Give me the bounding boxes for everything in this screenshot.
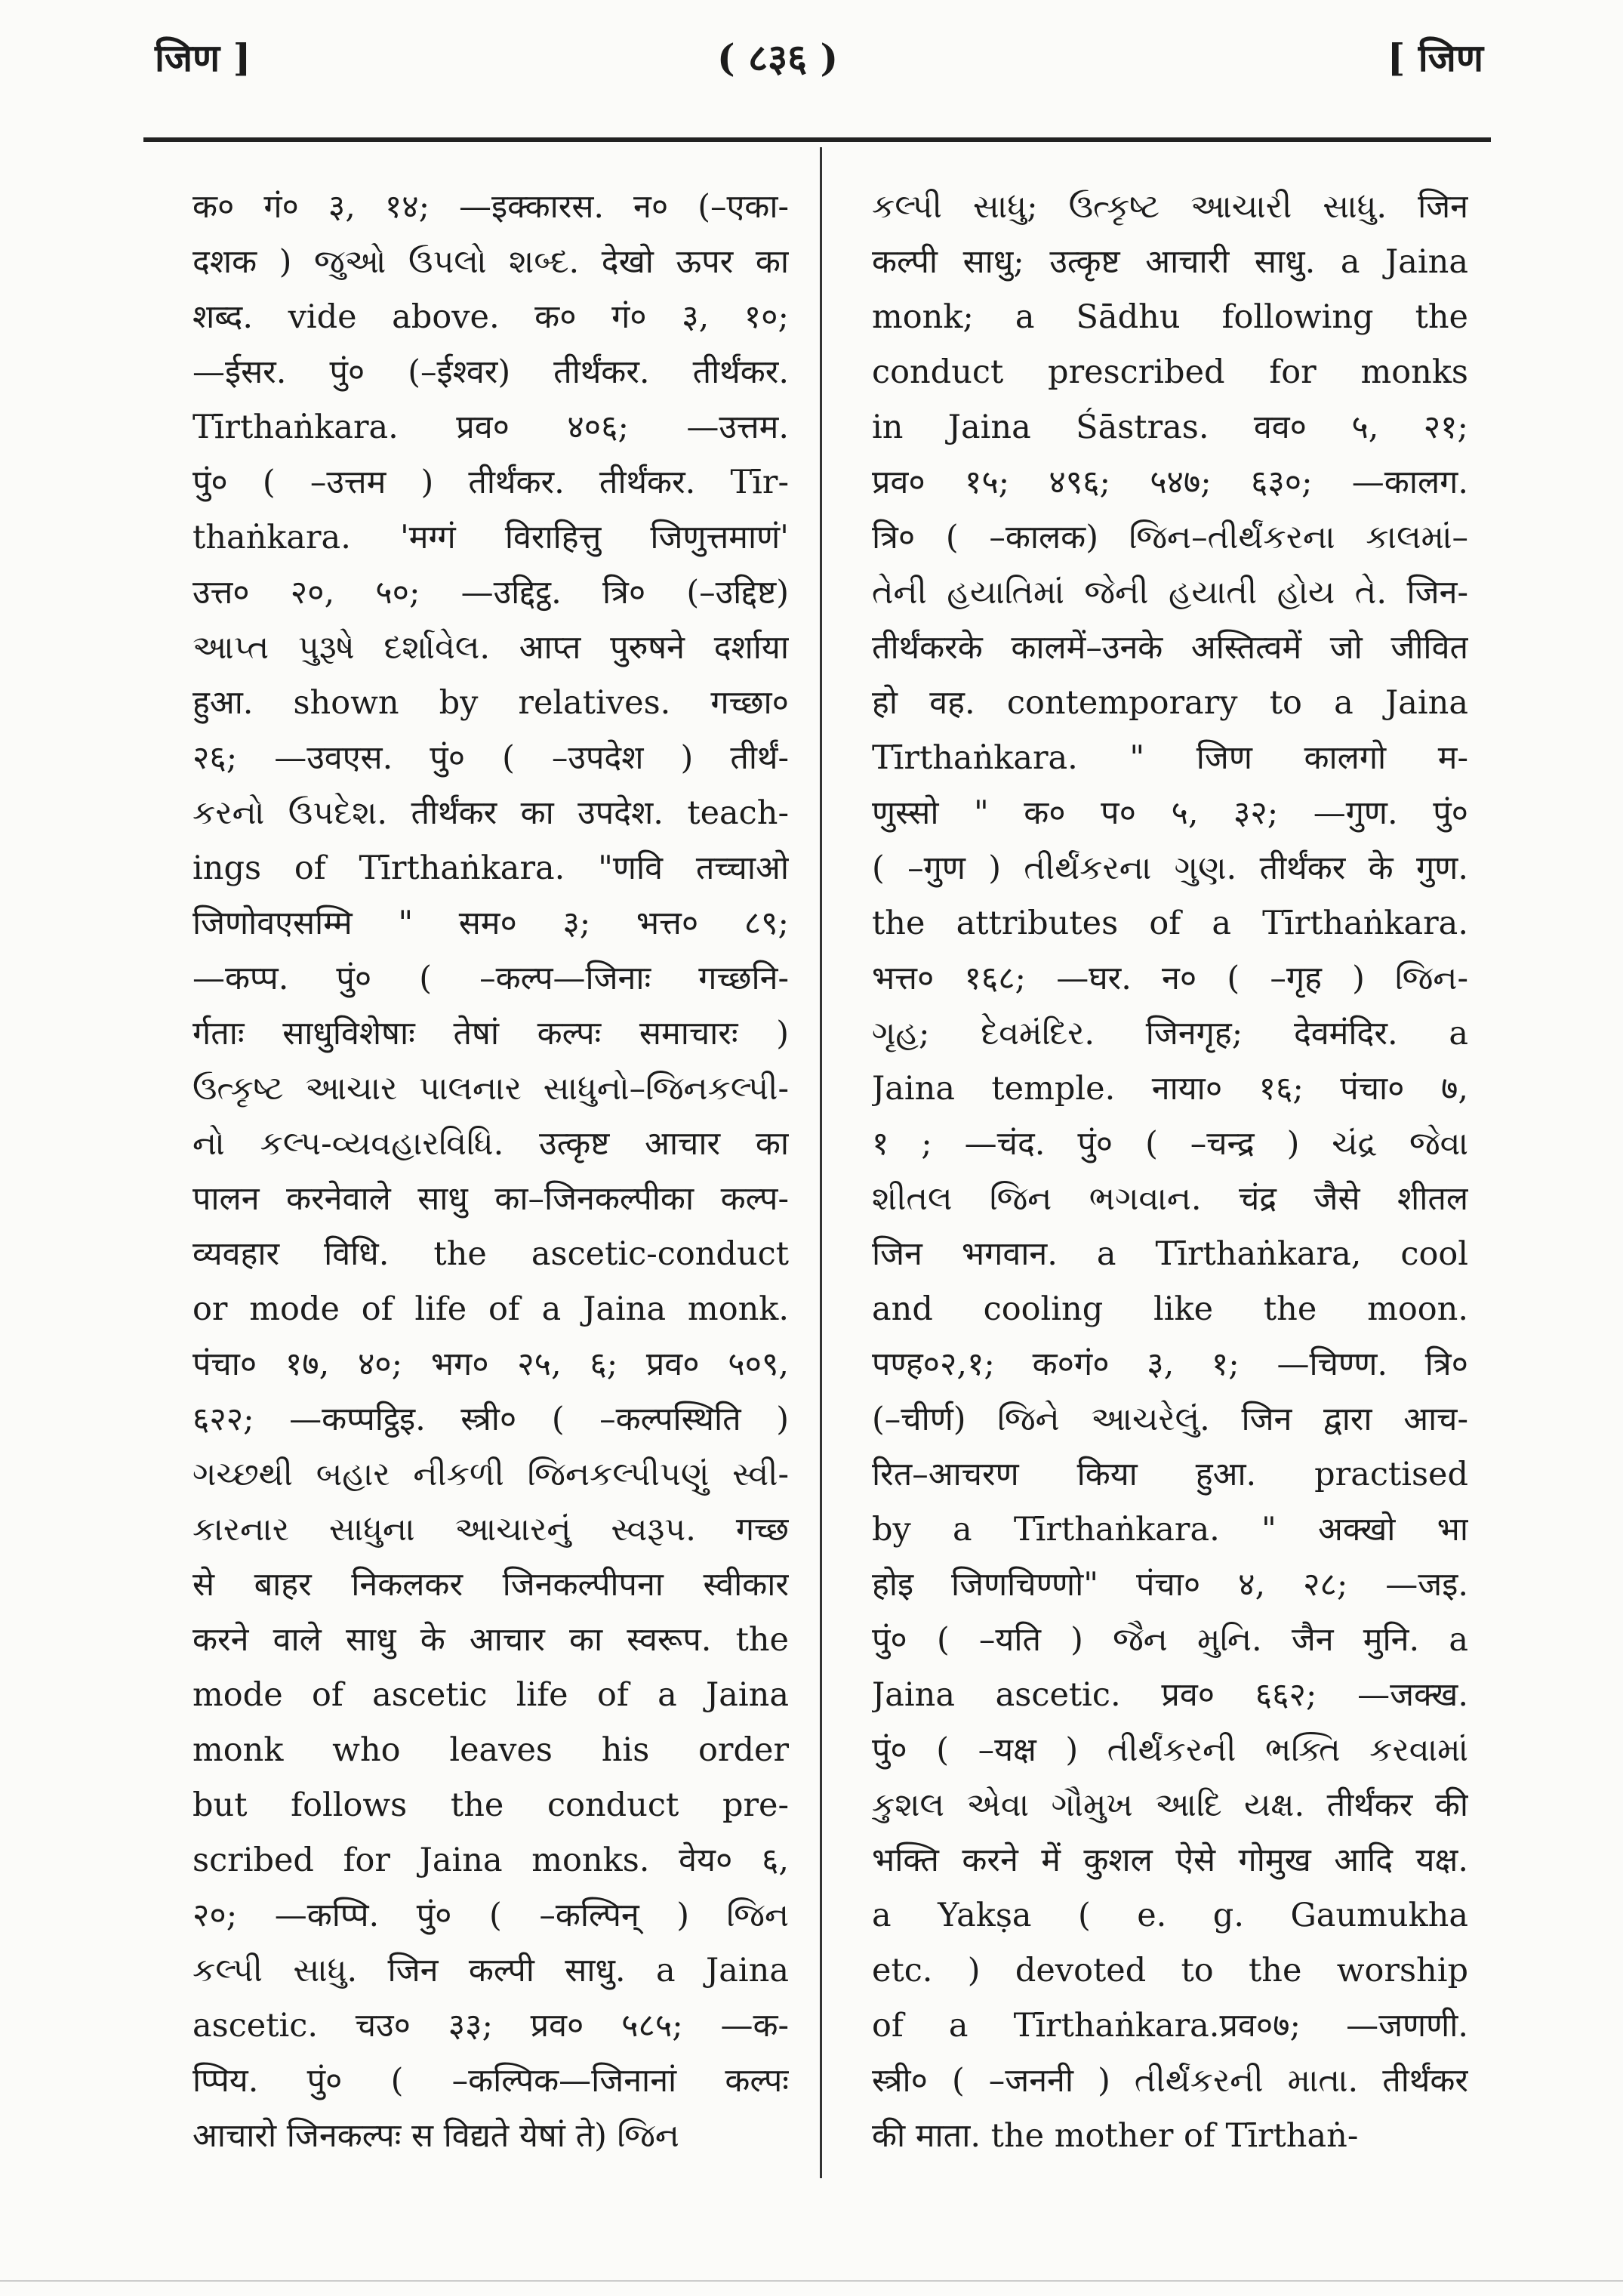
page-bottom-edge — [0, 2280, 1623, 2282]
text-line: दशक ) જુઓ ઉપલો શબ્દ. देखो ऊपर का — [192, 243, 789, 281]
text-line: Tīrthaṅkara. प्रव० ४०६; —उत्तम. — [192, 408, 789, 446]
text-line: ( –गुण ) તીર્થંકરના ગુણ. तीर्थंकर के गुण. — [872, 849, 1468, 887]
column-divider — [820, 147, 822, 2178]
text-line: ગૃહ; દેવમંદિર. जिनगृह; देवमंदिर. a — [872, 1015, 1468, 1052]
text-line: व्यवहार विधि. the ascetic-conduct — [192, 1235, 789, 1273]
text-line: the attributes of a Tīrthaṅkara. — [872, 905, 1468, 942]
text-line: २६; —उवएस. पुं० ( –उपदेश ) तीर्थं- — [192, 739, 789, 777]
text-line: प्पिय. पुं० ( –कल्पिक—जिनानां कल्पः — [192, 2062, 789, 2100]
text-line: पंचा० १७, ४०; भग० २५, ६; प्रव० ५०९, — [192, 1345, 789, 1383]
text-line: a Yakṣa ( e. g. Gaumukha — [872, 1897, 1468, 1934]
right-column — [872, 180, 1468, 2164]
text-line: जिन भगवान. a Tīrthaṅkara, cool — [872, 1235, 1468, 1273]
text-line: पुं० ( –उत्तम ) तीर्थंकर. तीर्थंकर. Tīr- — [192, 464, 789, 501]
text-line: of a Tīrthaṅkara.प्रव०७; —जणणी. — [872, 2007, 1468, 2045]
text-line: से बाहर निकलकर जिनकल्पीपना स्वीकार — [192, 1566, 789, 1604]
text-line: करने वाले साधु के आचार का स्वरूप. the — [192, 1621, 789, 1659]
text-line: हुआ. shown by relatives. गच्छा० — [192, 684, 789, 722]
text-line: ગચ્છથી બહાર નીકળી જિનકલ્પીપણું સ્વી- — [192, 1456, 789, 1493]
text-line: Jaina ascetic. प्रव० ६६२; —जक्ख. — [872, 1676, 1468, 1714]
text-line: by a Tīrthaṅkara. " अक्खो भा — [872, 1511, 1468, 1549]
text-line: ઉત્કૃષ્ટ આચાર પાલનાર સાધુનો–જિનકલ્પી- — [192, 1070, 789, 1108]
page-number: ( ८३६ ) — [717, 35, 839, 80]
text-line: આપ્ત પુરૂષે દર્શાવેલ. आप्त पुरुषने दर्शाया — [192, 629, 789, 667]
text-line: mode of ascetic life of a Jaina — [192, 1676, 789, 1714]
text-line: —कप्प. पुं० ( –कल्प—जिनाः गच्छनि- — [192, 960, 789, 997]
text-line: but follows the conduct pre- — [192, 1786, 789, 1824]
text-line: or mode of life of a Jaina monk. — [192, 1290, 789, 1328]
text-line: monk; a Sādhu following the — [872, 298, 1468, 336]
text-line: र्गताः साधुविशेषाः तेषां कल्पः समाचारः ) — [192, 1015, 789, 1052]
text-line: जिणोवएसम्मि " सम० ३; भत्त० ८९; — [192, 905, 789, 942]
text-line: Tīrthaṅkara. " जिण कालगो म- — [872, 739, 1468, 777]
header-rule — [143, 137, 1491, 142]
text-line: २०; —कप्पि. पुं० ( –कल्पिन् ) જિન — [192, 1897, 789, 1934]
text-line: conduct prescribed for monks — [872, 353, 1468, 391]
text-line: पुं० ( –यति ) જૈન મુનિ. जैन मुनि. a — [872, 1621, 1468, 1659]
text-line: पण्ह०२,१; क०गं० ३, १; —चिण्ण. त्रि० — [872, 1345, 1468, 1383]
text-line: કલ્પી સાધુ; ઉત્કૃષ્ટ આચારી સાધુ. जिन — [872, 188, 1468, 226]
text-line: तीर्थंकरके कालमें–उनके अस्तित्वमें जो जीवित — [872, 629, 1468, 667]
text-line: भक्ति करने में कुशल ऐसे गोमुख आदि यक्ष. — [872, 1841, 1468, 1879]
text-line: in Jaina Śāstras. वव० ५, २१; — [872, 408, 1468, 446]
text-line: क० गं० ३, १४; —इक्कारस. न० (–एका- — [192, 188, 789, 226]
text-line: કરનો ઉપદેશ. तीर्थंकर का उपदेश. teach- — [192, 794, 789, 832]
text-line: शब्द. vide above. क० गं० ३, १०; — [192, 298, 789, 336]
text-line: रित–आचरण किया हुआ. practised — [872, 1456, 1468, 1493]
text-line: scribed for Jaina monks. वेय० ६, — [192, 1841, 789, 1879]
text-line: ६२२; —कप्पट्ठिइ. स्त्री० ( –कल्पस्थिति ) — [192, 1401, 789, 1438]
text-line: १ ; —चंद. पुं० ( –चन्द्र ) ચંદ્ર જેવા — [872, 1125, 1468, 1163]
text-line: ings of Tīrthaṅkara. "णवि तच्चाओ — [192, 849, 789, 887]
text-line: (–चीर्ण) જિને આચરેલું. जिन द्वारा आच- — [872, 1401, 1468, 1438]
text-line: णुस्सो " क० प० ५, ३२; —गुण. पुं० — [872, 794, 1468, 832]
text-line: શીતલ જિન ભગવાન. चंद्र जैसे शीतल — [872, 1180, 1468, 1218]
text-line: भत्त० १६८; —घर. न० ( –गृह ) જિન- — [872, 960, 1468, 997]
text-line: નો કલ્પ-વ્યવહારવિધિ. उत्कृष्ट आचार का — [192, 1125, 789, 1163]
text-line: की माता. the mother of Tīrthaṅ- — [872, 2117, 1359, 2155]
left-column — [192, 180, 789, 2164]
text-line: તેની હયાતિમાં જેની હયાતી હોય તે. जिन- — [872, 574, 1468, 612]
running-head-right: [ जिण — [1387, 35, 1483, 80]
text-line: etc. ) devoted to the worship — [872, 1952, 1468, 1989]
text-line: होइ जिणचिण्णो" पंचा० ४, २८; —जइ. — [872, 1566, 1468, 1604]
text-line: स्त्री० ( –जननी ) તીર્થંકરની માતા. तीर्थंकर — [872, 2062, 1468, 2100]
text-line: —ईसर. पुं० (–ईश्वर) तीर्थंकर. तीर्थंकर. — [192, 353, 789, 391]
text-line: पुं० ( –यक्ष ) તીર્થંકરની ભક્તિ કરવામાં — [872, 1731, 1468, 1769]
text-line: कल्पी साधु; उत्कृष्ट आचारी साधु. a Jaina — [872, 243, 1468, 281]
text-line: ascetic. चउ० ३३; प्रव० ५८५; —क- — [192, 2007, 789, 2045]
running-head-left: जिण ] — [155, 35, 251, 80]
text-line: हो वह. contemporary to a Jaina — [872, 684, 1468, 722]
text-line: monk who leaves his order — [192, 1731, 789, 1769]
text-line: and cooling like the moon. — [872, 1290, 1468, 1328]
text-line: त्रि० ( –कालक) જિન–તીર્થંકરના કાલમાં– — [872, 519, 1468, 556]
text-line: पालन करनेवाले साधु का–जिनकल्पीका कल्प- — [192, 1180, 789, 1218]
text-line: કુશલ એવા ગૌમુખ આદિ યક્ષ. तीर्थंकर की — [872, 1786, 1468, 1824]
text-line: प्रव० १५; ४९६; ५४७; ६३०; —कालग. — [872, 464, 1468, 501]
text-line: Jaina temple. नाया० १६; पंचा० ७, — [872, 1070, 1468, 1108]
text-line: કારનાર સાધુના આચારનું સ્વરૂપ. गच्छ — [192, 1511, 789, 1549]
text-line: કલ્પી સાધુ. जिन कल्पी साधु. a Jaina — [192, 1952, 789, 1989]
text-line: thaṅkara. 'मग्गं विराहित्तु जिणुत्तमाणं' — [192, 519, 789, 556]
text-line: आचारो जिनकल्पः स विद्यते येषां ते) જિન — [192, 2117, 679, 2155]
text-line: उत्त० २०, ५०; —उद्दिट्ठ. त्रि० (–उद्दिष्ट) — [192, 574, 789, 612]
